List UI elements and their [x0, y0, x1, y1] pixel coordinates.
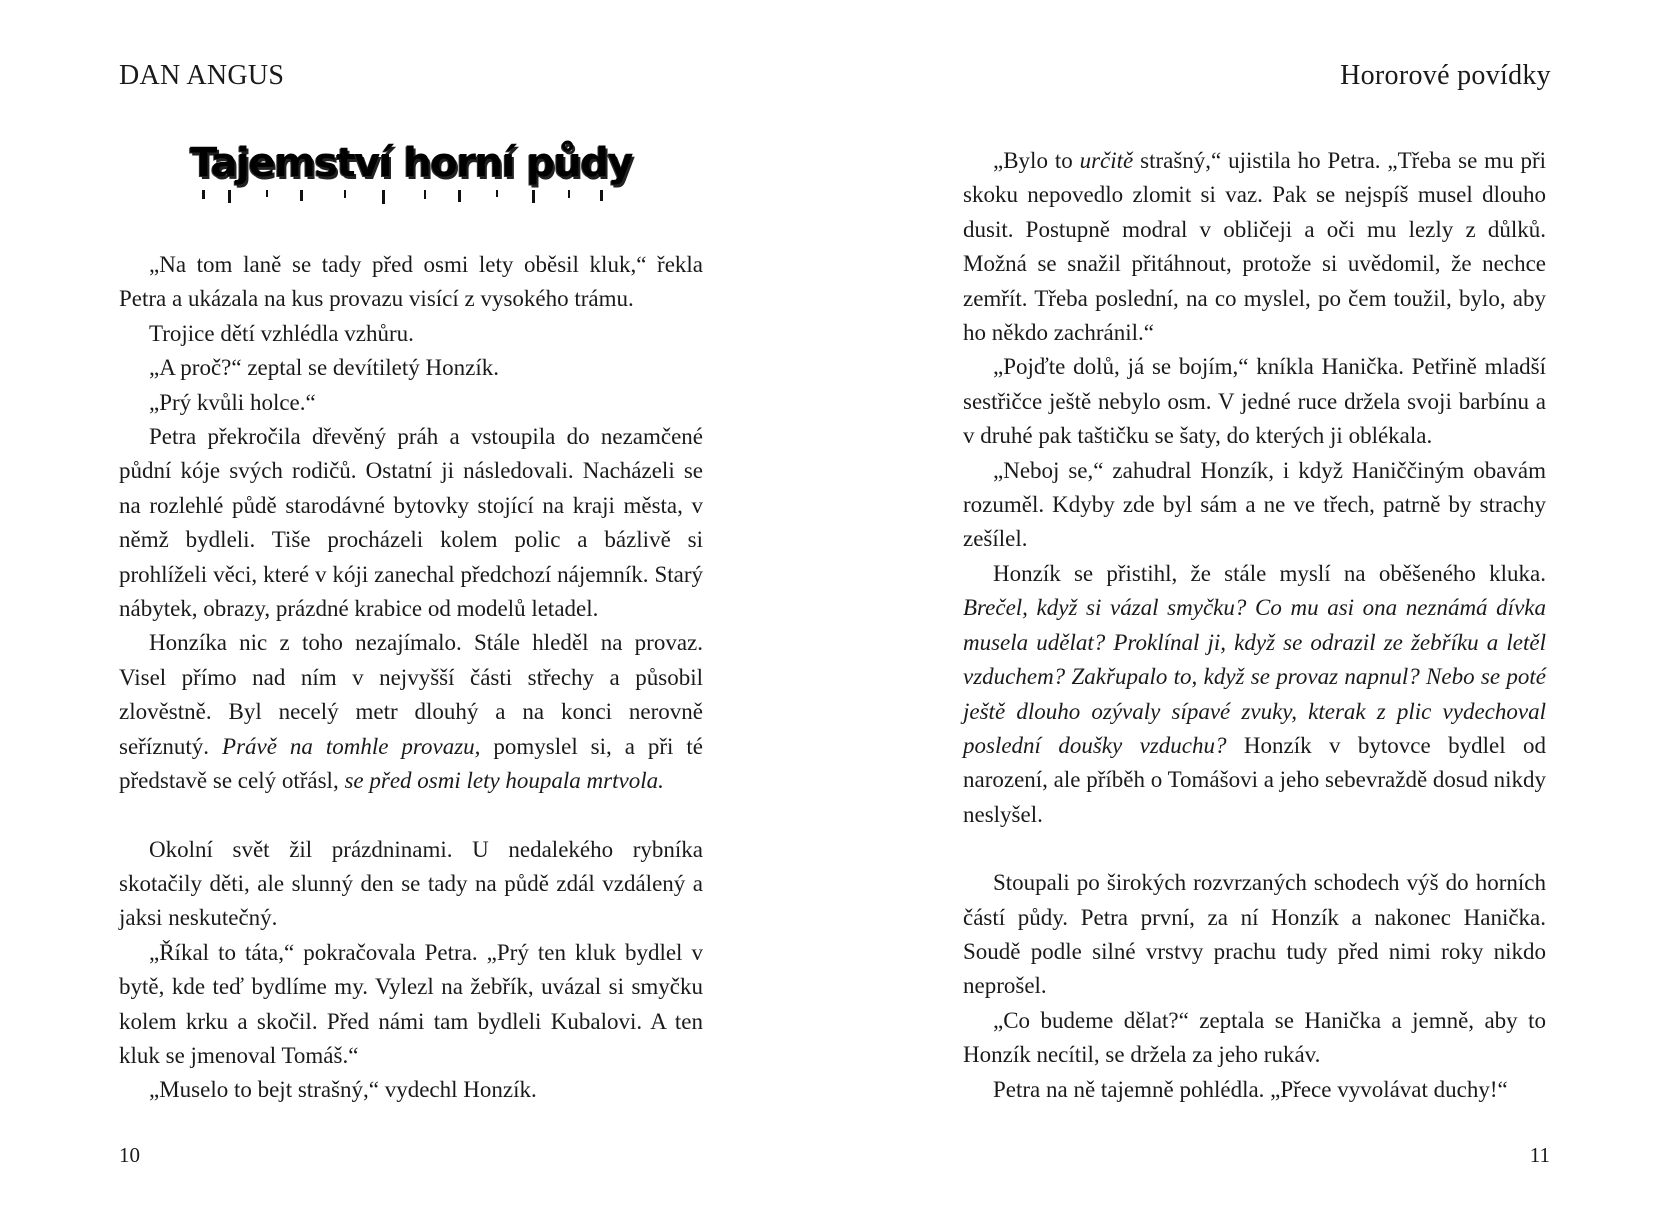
- paragraph-text: „Co budeme dělat?“ zeptala se Hanička a jemně, aby to Honzík necítil, se držela za jeho rukáv.: [963, 1007, 1546, 1068]
- paragraph: [119, 936, 703, 1074]
- running-head-book-title: Hororové povídky: [1340, 60, 1551, 91]
- paragraph-text: Honzík se přistihl, že stále myslí na oběšeného kluka.: [993, 560, 1546, 586]
- paragraph: [963, 1004, 1546, 1073]
- paragraph-text: „Bylo to: [993, 148, 1080, 173]
- paragraph: [963, 1073, 1546, 1107]
- page-number-left: 10: [119, 1143, 140, 1167]
- paragraph-text: Honzík v bytovce bydlel od narození, ale příběh o Tomášovi a jeho sebevraždě dosud nikdy neslyšel.: [963, 732, 1547, 827]
- paragraph: [963, 454, 1546, 557]
- paragraph-text: Okolní svět žil prázdninami. U nedalekého rybníka skotačily děti, ale slunný den se tady na půdě zdál vzdálený a jaksi neskutečný.: [119, 836, 703, 931]
- paragraph-text: „Prý kvůli holce.“: [149, 389, 316, 415]
- dripping-blood-decoration: [196, 190, 626, 206]
- paragraph-text: Petra na ně tajemně pohlédla. „Přece vyvolávat duchy!“: [993, 1076, 1508, 1102]
- paragraph: [119, 626, 703, 798]
- right-page: [827, 0, 1654, 1211]
- paragraph-text: pomyslel si, a při té představě se celý otřásl,: [119, 733, 703, 794]
- paragraph: [119, 351, 703, 385]
- running-head-author: DAN ANGUS: [119, 60, 285, 91]
- italic-text: Právě na tomhle provazu,: [222, 733, 481, 759]
- paragraph: [119, 833, 703, 936]
- page-number-right: 11: [1529, 1143, 1550, 1167]
- italic-text: se před osmi lety houpala mrtvola.: [344, 768, 664, 794]
- paragraph: [119, 420, 703, 626]
- left-section-2: [119, 833, 703, 1108]
- left-page-text: [119, 248, 703, 1108]
- italic-text: určitě: [1079, 148, 1134, 173]
- paragraph-text: Trojice dětí vzhlédla vzhůru.: [149, 320, 414, 346]
- paragraph-text: Stoupali po širokých rozvrzaných schodech výš do horních částí půdy. Petra první, za ní Honzík a nakonec Hanička. Soudě podle silné vrstvy prachu tudy před nimi roky nikdo neprošel.: [963, 870, 1546, 999]
- paragraph: [119, 1073, 703, 1107]
- paragraph-text: „Říkal to táta,“ pokračovala Petra. „Prý ten kluk bydlel v bytě, kde teď bydlíme my. Vylezl na žebřík, uvázal si smyčku kolem krku a skočil. Před námi tam bydleli Kubalovi. A ten kluk se jmenoval Tomáš.“: [119, 939, 703, 1068]
- paragraph: [119, 317, 703, 351]
- paragraph: [963, 557, 1546, 832]
- paragraph: [119, 248, 703, 317]
- paragraph: [963, 144, 1546, 350]
- chapter-title: Tajemství horní půdy: [190, 140, 632, 186]
- paragraph-text: „Na tom laně se tady před osmi lety oběsil kluk,“ řekla Petra a ukázala na kus provazu visící z vysokého trámu.: [119, 252, 703, 312]
- right-section-1: [963, 144, 1546, 832]
- paragraph-text: „A proč?“ zeptal se devítiletý Honzík.: [149, 355, 499, 381]
- paragraph: [119, 386, 703, 420]
- section-break: [119, 799, 703, 833]
- paragraph: [963, 350, 1546, 453]
- paragraph-text: „Muselo to bejt strašný,“ vydechl Honzík.: [149, 1077, 537, 1103]
- paragraph: [963, 866, 1546, 1004]
- paragraph-text: Honzíka nic z toho nezajímalo. Stále hleděl na provaz. Visel přímo nad ním v nejvyšší části střechy a působil zlověstně. Byl necelý metr dlouhý a na konci nerovně seříznutý.: [119, 630, 703, 759]
- paragraph-text: strašný,“ ujistila ho Petra. „Třeba se mu při skoku nepovedlo zlomit si vaz. Pak se nejspíš musel dlouho dusit. Postupně modral v obličeji a oči mu lezly z důlků. Možná se snažil přitáhnout, protože si uvědomil, že nechce zemřít. Třeba poslední, na co myslel, po čem toužil, bylo, aby ho někdo zachránil.“: [963, 148, 1546, 346]
- paragraph-text: Petra překročila dřevěný práh a vstoupila do nezamčené půdní kóje svých rodičů. Ostatní ji následovali. Nacházeli se na rozlehlé půdě starodávné bytovky stojící na kraji města, v němž bydleli. Tiše procházeli kolem polic a bázlivě si prohlíželi věci, které v kóji zanechal předchozí nájemník. Starý nábytek, obrazy, prázdné krabice od modelů letadel.: [119, 424, 703, 622]
- paragraph-text: „Pojďte dolů, já se bojím,“ kníkla Hanička. Petřině mladší sestřičce ještě nebylo osm. V jedné ruce držela svoji barbínu a v druhé pak taštičku se šaty, do kterých ji oblékala.: [963, 354, 1546, 449]
- right-page-text: [963, 144, 1546, 1107]
- italic-text: Brečel, když si vázal smyčku? Co mu asi ona neznámá dívka musela udělat? Proklínal ji, když se odrazil ze žebříku a letěl vzduchem? Zakřupalo to, když se provaz napnul? Nebo se poté ještě dlouho ozývaly sípavé zvuky, kterak z plic vydechoval poslední doušky vzduchu?: [963, 595, 1546, 758]
- right-section-2: [963, 866, 1546, 1107]
- paragraph-text: „Neboj se,“ zahudral Honzík, i když Haniččiným obavám rozuměl. Kdyby zde byl sám a ne ve třech, patrně by strachy zešílel.: [963, 457, 1546, 552]
- section-break: [963, 832, 1546, 866]
- left-section-1: [119, 248, 703, 799]
